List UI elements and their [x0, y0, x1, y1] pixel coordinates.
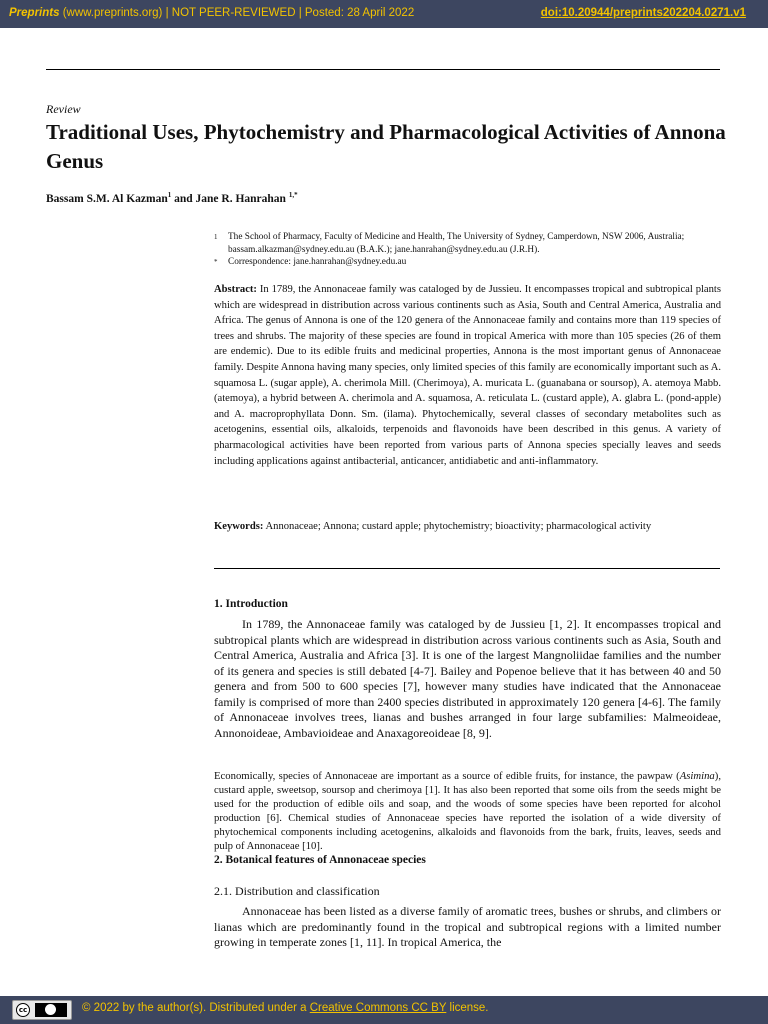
abstract [214, 282, 721, 469]
author-2: Jane R. Hanrahan [195, 192, 289, 205]
doi-link[interactable]: doi:10.20944/preprints202204.0271.v1 [540, 7, 746, 19]
author-2-affiliation: 1,* [288, 191, 298, 199]
affiliation-mark: 1 [214, 233, 218, 241]
license-footer-bar [0, 996, 768, 1024]
header-details: (www.preprints.org) | NOT PEER-REVIEWED | Posted: 28 April 2022 [59, 7, 415, 19]
attribution-icon [35, 1003, 67, 1017]
intro-paragraph-2 [214, 770, 721, 853]
keywords [214, 519, 721, 535]
author-separator: and [171, 192, 196, 205]
author-1: Bassam S.M. Al Kazman [46, 192, 168, 205]
license-text [82, 1002, 489, 1014]
keywords-label: Keywords: [214, 521, 264, 532]
intro-paragraph-2-italic: Asimina [679, 770, 715, 782]
intro-paragraph-1 [214, 617, 721, 741]
abstract-divider [214, 568, 720, 569]
preprint-header-bar [0, 0, 768, 28]
correspondence-mark: * [214, 258, 218, 266]
preprint-header-info [9, 7, 414, 19]
creative-commons-icon: cc [16, 1003, 30, 1017]
copyright-text: © 2022 by the author(s). Distributed under a [82, 1002, 310, 1014]
abstract-label: Abstract: [214, 284, 257, 295]
author-list [46, 191, 298, 205]
article-type: Review [46, 102, 81, 116]
distribution-paragraph-1-text: Annonaceae has been listed as a diverse family of aromatic trees, bushes or shrubs, and climbers or lianas which are predominantly found in the tropical and subtropical regions with a limited number growing in temperate zones [1, 11]. In tropical America, the [214, 904, 721, 949]
abstract-text: In 1789, the Annonaceae family was cataloged by de Jussieu. It encompasses tropical and subtropical plants which are widespread in distribution across various continents such as Asia, South and Central America, Australia and Africa. The genus of Annona is one of the 120 genera of the Annonaceae family and contains more than 119 species of trees and shrubs. The majority of these species are found in tropical America with more than 105 species (26 of them are endemic). Due to its edible fruits and medicinal properties, Annona is the most important genus of Annonaceae family. Despite Annona having many species, only limited species of this family are economically important such as A. squamosa L. (sugar apple), A. cherimola Mill. (Cherimoya), A. muricata L. (guanabana or soursop), A. atemoya Mabb. (atemoya), a hybrid between A. cherimola and A. squamosa, A. reticulata L. (custard apple), A. glabra L. (pond-apple) and A. macroprophyllata Donn. Sm. (ilama). Phytochemically, several classes of secondary metabolites such as acetogenins, essential oils, alkaloids, terpenoids and flavonoids have been described in this genus. A variety of pharmacological activities have been reported from various parts of Annona species specially leaves and seeds including applications against antibacterial, anticancer, antidiabetic and anti-inflammatory. [214, 284, 721, 467]
intro-paragraph-2-end: ), custard apple, sweetsop, soursop and cherimoya [1]. It has also been reported that some oils from the seeds might be used for the production of edible oils and soap, and the woods of some species have been reported for alcohol production [6]. Chemical studies of Annonaceae species have reported the isolation of a wide diversity of phytochemical components including acetogenins, alkaloids and flavonoids from the bark, fruits, leaves, seeds and pulp of Annonaceae [10]. [214, 770, 721, 852]
affiliation-text: The School of Pharmacy, Faculty of Medicine and Health, The University of Sydney, Camperdown, NSW 2006, Australia; bassam.alkazman@sydney.edu.au (B.A.K.); jane.hanrahan@sydney.edu.au (J.R.H). [228, 232, 685, 255]
keywords-text: Annonaceae; Annona; custard apple; phytochemistry; bioactivity; pharmacological activity [263, 521, 652, 532]
affiliation-block [214, 231, 719, 256]
journal-name: Preprints [9, 7, 60, 19]
correspondence-block [214, 256, 719, 269]
author-1-affiliation: 1 [167, 191, 172, 199]
license-link[interactable]: Creative Commons CC BY [309, 1002, 447, 1014]
article-title: Traditional Uses, Phytochemistry and Pharmacological Activities of Annona Genus [46, 120, 726, 173]
top-divider [46, 69, 720, 70]
intro-paragraph-2-start: Economically, species of Annonaceae are important as a source of edible fruits, for instance, the pawpaw ( [214, 770, 680, 782]
section-heading-botanical: 2. Botanical features of Annonaceae species [214, 854, 426, 866]
license-tail: license. [446, 1002, 489, 1014]
section-heading-introduction: 1. Introduction [214, 598, 288, 610]
cc-by-badge-icon[interactable] [12, 1000, 72, 1020]
subsection-heading-distribution: 2.1. Distribution and classification [214, 884, 380, 898]
correspondence-text: Correspondence: jane.hanrahan@sydney.edu.au [228, 257, 407, 267]
distribution-paragraph-1 [214, 904, 721, 951]
intro-paragraph-1-text: In 1789, the Annonaceae family was cataloged by de Jussieu [1, 2]. It encompasses tropical and subtropical plants which are widespread in distribution across various continents such as Asia, South and Central America, Australia and Africa [3]. It is one of the largest Mangnoliidae families and the number of its genera and species is still debated [4-7]. Bailey and Popenoe believe that it has between 40 and 50 genera and from 500 to 600 species [7], however many studies have indicated that the Annonaceae family is comprised of more than 2400 species distributed in approximately 120 genera [4-6]. The family of Annonaceae involves trees, lianas and bushes arranged in four large subfamilies: Malmeoideae, Annonoideae, Ambavioideae and Anaxagoreoideae [8, 9]. [214, 617, 721, 740]
